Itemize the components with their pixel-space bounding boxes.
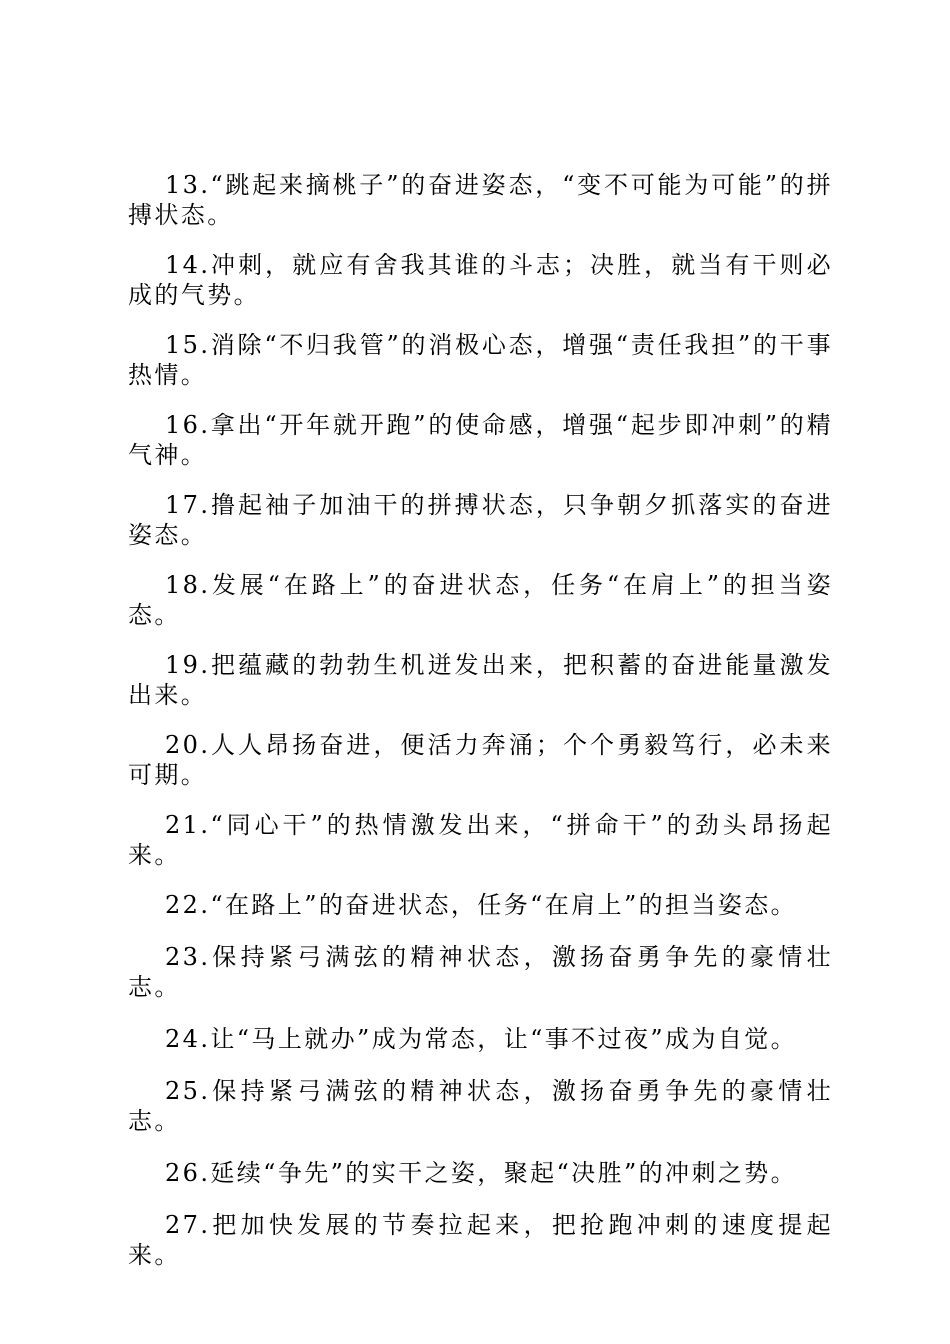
list-item-25: 25.保持紧弓满弦的精神状态，激扬奋勇争先的豪情壮志。 [128,1077,833,1135]
list-item-19: 19.把蕴藏的勃勃生机迸发出来，把积蓄的奋进能量激发出来。 [128,651,833,709]
list-item-17: 17.撸起袖子加油干的拼搏状态，只争朝夕抓落实的奋进姿态。 [128,491,833,549]
list-item-14: 14.冲刺，就应有舍我其谁的斗志；决胜，就当有干则必成的气势。 [128,251,833,309]
list-item-13: 13.“跳起来摘桃子”的奋进姿态，“变不可能为可能”的拼搏状态。 [128,171,833,229]
list-item-21: 21.“同心干”的热情激发出来，“拼命干”的劲头昂扬起来。 [128,811,833,869]
list-item-27: 27.把加快发展的节奏拉起来，把抢跑冲刺的速度提起来。 [128,1211,833,1269]
list-item-18: 18.发展“在路上”的奋进状态，任务“在肩上”的担当姿态。 [128,571,833,629]
list-item-22: 22.“在路上”的奋进状态，任务“在肩上”的担当姿态。 [165,891,798,919]
list-item-16: 16.拿出“开年就开跑”的使命感，增强“起步即冲刺”的精气神。 [128,411,833,469]
list-item-15: 15.消除“不归我管”的消极心态，增强“责任我担”的干事热情。 [128,331,833,389]
list-item-26: 26.延续“争先”的实干之姿，聚起“决胜”的冲刺之势。 [165,1159,798,1187]
list-item-20: 20.人人昂扬奋进，便活力奔涌；个个勇毅笃行，必未来可期。 [128,731,833,789]
document-body [128,170,833,1292]
list-item-23: 23.保持紧弓满弦的精神状态，激扬奋勇争先的豪情壮志。 [128,943,833,1001]
list-item-24: 24.让“马上就办”成为常态，让“事不过夜”成为自觉。 [165,1025,798,1053]
